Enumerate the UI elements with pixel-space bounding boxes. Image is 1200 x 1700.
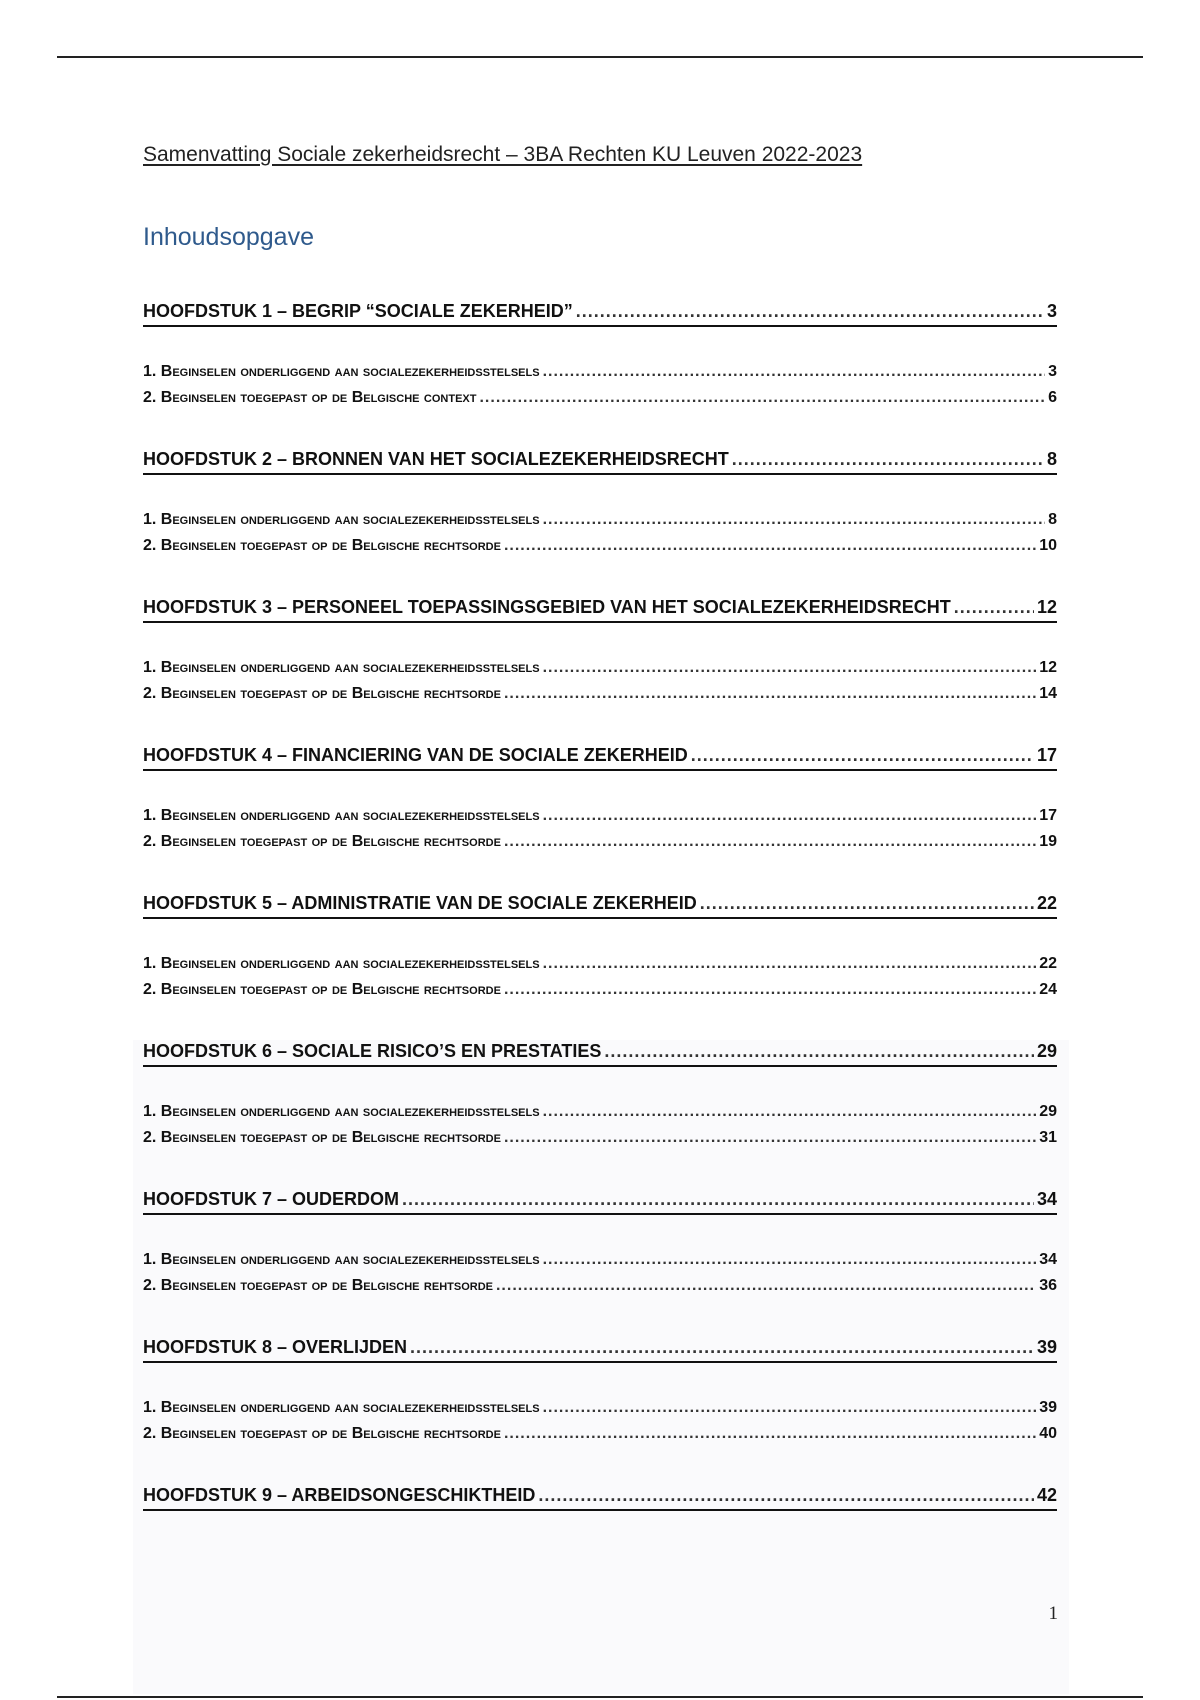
- top-divider: [57, 56, 1143, 58]
- toc-chapter-entry[interactable]: [143, 889, 1057, 919]
- toc-chapter-page: 17: [1036, 745, 1057, 765]
- toc-dot-leader: [543, 1099, 1037, 1125]
- toc-chapter-title: HOOFDSTUK 1 – BEGRIP “SOCIALE ZEKERHEID”: [143, 301, 573, 321]
- toc-chapter-title: HOOFDSTUK 9 – ARBEIDSONGESCHIKTHEID: [143, 1485, 536, 1505]
- toc-section-entry[interactable]: [143, 655, 1057, 681]
- toc-section-entry[interactable]: [143, 951, 1057, 977]
- toc-dot-leader: [576, 297, 1044, 325]
- bottom-divider: [57, 1696, 1143, 1698]
- toc-section-entry[interactable]: [143, 359, 1057, 385]
- toc-chapter-title: HOOFDSTUK 4 – FINANCIERING VAN DE SOCIALE ZEKERHEID: [143, 745, 688, 765]
- toc-section-title: 2. Beginselen toegepast op de Belgische rechtsorde: [143, 833, 501, 850]
- toc-section-title: 1. Beginselen onderliggend aan socialezekerheidsstelsels: [143, 363, 540, 380]
- toc-chapter-title: HOOFDSTUK 3 – PERSONEEL TOEPASSINGSGEBIED VAN HET SOCIALEZEKERHEIDSRECHT: [143, 597, 951, 617]
- toc-section-title: 1. Beginselen onderliggend aan socialezekerheidsstelsels: [143, 1103, 540, 1120]
- toc-section-title: 1. Beginselen onderliggend aan socialezekerheidsstelsels: [143, 659, 540, 676]
- toc-dot-leader: [402, 1185, 1034, 1213]
- toc-chapter-entry[interactable]: [143, 445, 1057, 475]
- toc-chapter-page: 29: [1036, 1041, 1057, 1061]
- toc-heading: Inhoudsopgave: [143, 223, 314, 251]
- toc-dot-leader: [496, 1273, 1036, 1299]
- toc-chapter-page: 34: [1036, 1189, 1057, 1209]
- toc-chapter-title: HOOFDSTUK 5 – ADMINISTRATIE VAN DE SOCIALE ZEKERHEID: [143, 893, 697, 913]
- toc-chapter-page: 8: [1046, 449, 1057, 469]
- toc-dot-leader: [504, 1125, 1036, 1151]
- toc-chapter-title: HOOFDSTUK 2 – BRONNEN VAN HET SOCIALEZEKERHEIDSRECHT: [143, 449, 729, 469]
- toc-section-entry[interactable]: [143, 507, 1057, 533]
- toc-section-entry[interactable]: [143, 385, 1057, 411]
- toc-section-title: 1. Beginselen onderliggend aan socialezekerheidsstelsels: [143, 1399, 540, 1416]
- toc-dot-leader: [504, 977, 1036, 1003]
- toc-dot-leader: [543, 1247, 1037, 1273]
- toc-chapter-entry[interactable]: [143, 741, 1057, 771]
- toc-section-page: 40: [1039, 1425, 1057, 1442]
- toc-section-entry[interactable]: [143, 533, 1057, 559]
- toc-section-page: 10: [1039, 537, 1057, 554]
- toc-dot-leader: [543, 507, 1046, 533]
- toc-dot-leader: [504, 1421, 1036, 1447]
- toc-section-title: 2. Beginselen toegepast op de Belgische context: [143, 389, 477, 406]
- toc-chapter-entry[interactable]: [143, 593, 1057, 623]
- toc-section-page: 14: [1039, 685, 1057, 702]
- toc-section-title: 2. Beginselen toegepast op de Belgische rechtsorde: [143, 981, 501, 998]
- toc-dot-leader: [732, 445, 1044, 473]
- toc-dot-leader: [543, 951, 1037, 977]
- toc-section-title: 2. Beginselen toegepast op de Belgische rechtsorde: [143, 1129, 501, 1146]
- toc-section-title: 2. Beginselen toegepast op de Belgische rechtsorde: [143, 537, 501, 554]
- toc-section-page: 8: [1048, 511, 1057, 528]
- toc-section-entry[interactable]: [143, 1247, 1057, 1273]
- toc-chapter-entry[interactable]: [143, 1333, 1057, 1363]
- toc-dot-leader: [543, 655, 1037, 681]
- toc-section-entry[interactable]: [143, 803, 1057, 829]
- toc-dot-leader: [410, 1333, 1034, 1361]
- toc-chapter-entry[interactable]: [143, 1037, 1057, 1067]
- toc-section-page: 36: [1039, 1277, 1057, 1294]
- toc-section-entry[interactable]: [143, 1395, 1057, 1421]
- toc-section-page: 34: [1039, 1251, 1057, 1268]
- toc-dot-leader: [543, 1395, 1037, 1421]
- toc-section-entry[interactable]: [143, 1125, 1057, 1151]
- toc-dot-leader: [543, 803, 1037, 829]
- toc-dot-leader: [691, 741, 1034, 769]
- toc-section-entry[interactable]: [143, 1273, 1057, 1299]
- toc-section-entry[interactable]: [143, 1421, 1057, 1447]
- toc-dot-leader: [954, 593, 1034, 621]
- toc-section-title: 1. Beginselen onderliggend aan socialezekerheidsstelsels: [143, 807, 540, 824]
- toc-section-entry[interactable]: [143, 829, 1057, 855]
- toc-chapter-title: HOOFDSTUK 7 – OUDERDOM: [143, 1189, 400, 1209]
- toc-dot-leader: [504, 681, 1036, 707]
- toc-chapter-entry[interactable]: [143, 1185, 1057, 1215]
- toc-chapter-page: 39: [1036, 1337, 1057, 1357]
- toc-chapter-page: 42: [1036, 1485, 1057, 1505]
- toc-section-entry[interactable]: [143, 681, 1057, 707]
- toc-chapter-entry[interactable]: [143, 297, 1057, 327]
- toc-chapter-page: 12: [1036, 597, 1057, 617]
- toc-section-title: 2. Beginselen toegepast op de Belgische rechtsorde: [143, 685, 501, 702]
- toc-chapter-entry[interactable]: [143, 1481, 1057, 1511]
- toc-dot-leader: [543, 359, 1046, 385]
- toc-chapter-title: HOOFDSTUK 6 – SOCIALE RISICO’S EN PRESTATIES: [143, 1041, 602, 1061]
- document-header: Samenvatting Sociale zekerheidsrecht – 3BA Rechten KU Leuven 2022-2023: [143, 143, 863, 166]
- toc-section-page: 31: [1039, 1129, 1057, 1146]
- toc-section-page: 6: [1048, 389, 1057, 406]
- toc-section-page: 3: [1048, 363, 1057, 380]
- toc-section-title: 2. Beginselen toegepast op de Belgische rechtsorde: [143, 1425, 501, 1442]
- toc-dot-leader: [504, 533, 1036, 559]
- toc-chapter-page: 22: [1036, 893, 1057, 913]
- toc-section-page: 29: [1039, 1103, 1057, 1120]
- toc-chapter-title: HOOFDSTUK 8 – OVERLIJDEN: [143, 1337, 408, 1357]
- toc-section-title: 1. Beginselen onderliggend aan socialezekerheidsstelsels: [143, 1251, 540, 1268]
- page-number: 1: [1048, 1603, 1058, 1624]
- toc-dot-leader: [700, 889, 1034, 917]
- toc-section-title: 1. Beginselen onderliggend aan socialezekerheidsstelsels: [143, 511, 540, 528]
- toc-dot-leader: [538, 1481, 1034, 1509]
- toc-section-title: 1. Beginselen onderliggend aan socialezekerheidsstelsels: [143, 955, 540, 972]
- toc-section-title: 2. Beginselen toegepast op de Belgische rehtsorde: [143, 1277, 493, 1294]
- toc-section-page: 22: [1039, 955, 1057, 972]
- toc-section-page: 39: [1039, 1399, 1057, 1416]
- toc-dot-leader: [504, 829, 1036, 855]
- toc-section-page: 17: [1039, 807, 1057, 824]
- toc-section-page: 19: [1039, 833, 1057, 850]
- toc-dot-leader: [479, 385, 1045, 411]
- toc-section-entry[interactable]: [143, 977, 1057, 1003]
- toc-section-entry[interactable]: [143, 1099, 1057, 1125]
- toc-chapter-page: 3: [1046, 301, 1057, 321]
- table-of-contents: [143, 297, 1057, 1543]
- toc-section-page: 24: [1039, 981, 1057, 998]
- toc-dot-leader: [604, 1037, 1034, 1065]
- toc-section-page: 12: [1039, 659, 1057, 676]
